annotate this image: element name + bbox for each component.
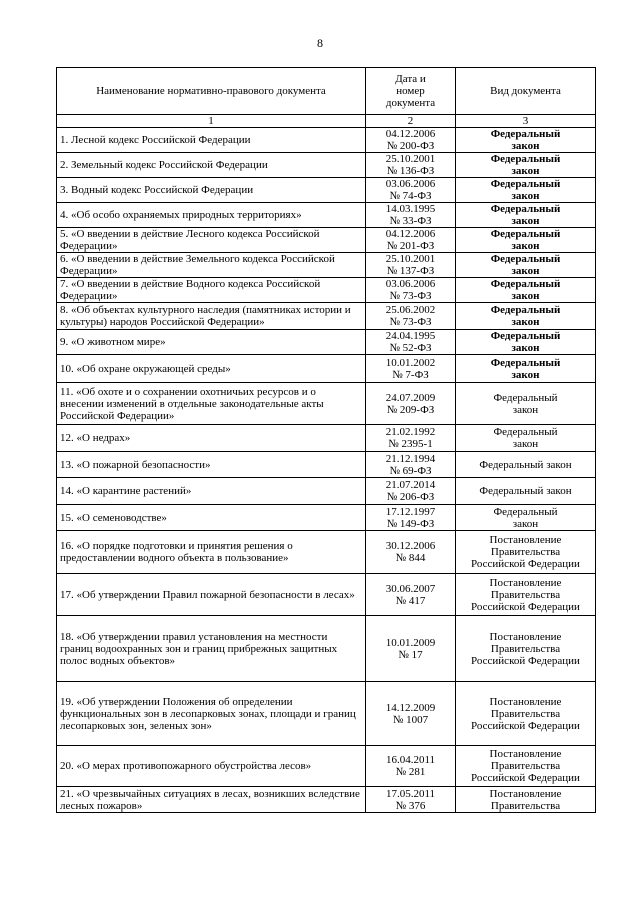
document-kind-line: Правительства [490,588,561,601]
document-name: 3. Водный кодекс Российской Федерации [57,178,366,203]
document-number: № 69-ФЗ [389,464,432,477]
document-kind-line: Федеральный [490,278,561,290]
document-kind-line: Федеральный [490,203,561,215]
document-kind-line: закон [512,403,539,416]
document-date: 14.12.2009 [385,701,436,714]
document-kind-line: Российской Федерации [471,719,580,732]
document-number: № 201-ФЗ [386,240,435,252]
document-date: 10.01.2009 [385,636,436,649]
document-name: 17. «Об утверждении Правил пожарной безопасности в лесах» [57,574,366,616]
document-date: 25.06.2002 [385,304,436,316]
table-header-row [57,68,596,115]
document-date-number [366,128,456,153]
document-kind-line: Правительства [490,642,561,655]
document-number: № 206-ФЗ [386,491,435,503]
table-row [57,303,596,330]
table-row [57,153,596,178]
document-kind-line: закон [511,316,540,328]
document-number: № 209-ФЗ [386,403,435,416]
document-kind-line: Правительства [490,799,561,812]
table-row [57,278,596,303]
column-number: 2 [366,115,456,128]
document-kind [456,203,596,228]
document-kind [456,746,596,787]
table-row [57,787,596,813]
document-date: 04.12.2006 [385,228,436,240]
document-number: № 17 [398,648,423,661]
document-kind-line: Постановление [489,630,562,643]
document-kind [456,228,596,253]
document-number: № 2395-1 [388,438,433,450]
table-row [57,746,596,787]
document-kind-line: Федеральный [490,253,561,265]
document-date-number [366,574,456,616]
document-date: 21.02.1992 [385,426,436,438]
table-row [57,452,596,478]
document-kind [456,682,596,746]
document-date: 25.10.2001 [385,253,436,265]
column-number-row [57,115,596,128]
document-kind [456,128,596,153]
document-name: 15. «О семеноводстве» [57,505,366,531]
document-date: 17.12.1997 [385,505,436,518]
document-kind [456,425,596,452]
document-date-number [366,682,456,746]
table-row [57,253,596,278]
document-kind [456,505,596,531]
document-kind [456,478,596,505]
document-kind-line: закон [512,517,539,530]
table-row [57,178,596,203]
column-number: 1 [57,115,366,128]
document-date-number [366,505,456,531]
document-date-number [366,452,456,478]
document-kind-line: закон [511,290,540,302]
document-kind-line: закон [511,342,540,354]
table-row [57,505,596,531]
table-row [57,531,596,574]
document-kind-line: Федеральный [493,391,558,404]
document-date-number [366,253,456,278]
table-row [57,574,596,616]
document-date: 21.07.2014 [385,479,436,491]
table-row [57,128,596,153]
document-kind-line: Российской Федерации [471,654,580,667]
document-number: № 33-ФЗ [389,215,432,227]
document-name: 5. «О введении в действие Лесного кодекса Российской Федерации» [57,228,366,253]
document-date-number [366,616,456,682]
document-kind [456,303,596,330]
table-row [57,425,596,452]
document-number: № 281 [395,766,426,778]
table-row [57,355,596,383]
document-kind-line: Правительства [490,707,561,720]
document-kind-line: Федеральный закон [479,458,572,471]
document-kind-line: закон [511,240,540,252]
table-row [57,383,596,425]
document-number: № 844 [395,552,426,564]
document-kind-line: Российской Федерации [471,558,580,570]
document-kind [456,574,596,616]
document-name: 18. «Об утверждении правил установления на местности границ водоохранных зон и границ прибрежных защитных полос водных объектов» [57,616,366,682]
table-row [57,616,596,682]
document-number: № 376 [395,799,426,812]
document-kind-line: Российской Федерации [471,600,580,613]
document-kind [456,787,596,813]
table-body [57,128,596,813]
document-date-number [366,478,456,505]
document-kind-line: Федеральный [490,356,561,369]
document-kind-line: Правительства [490,760,561,772]
document-date-number [366,355,456,383]
header-date-line: документа [385,97,436,109]
document-kind-line: закон [512,438,539,450]
document-name: 12. «О недрах» [57,425,366,452]
document-number: № 1007 [392,713,429,726]
document-date-number [366,383,456,425]
document-date: 30.12.2006 [385,540,436,552]
table-row [57,228,596,253]
table-row [57,682,596,746]
document-name: 19. «Об утверждении Положения об определении функциональных зон в лесопарковых зонах, площади и границ лесопарковых зон, зеленых зон» [57,682,366,746]
document-kind [456,355,596,383]
document-name: 9. «О животном мире» [57,330,366,355]
document-date: 04.12.2006 [385,128,436,140]
document-date-number [366,425,456,452]
document-date-number [366,278,456,303]
document-kind-line: Постановление [489,576,562,589]
document-number: № 74-ФЗ [389,190,432,202]
document-kind-line: Постановление [489,748,562,760]
document-kind-line: Постановление [489,534,562,546]
document-date: 14.03.1995 [385,203,436,215]
document-kind-line: Федеральный [490,330,561,342]
document-kind-line: Федеральный [490,153,561,165]
document-date: 25.10.2001 [385,153,436,165]
document-kind [456,383,596,425]
document-name: 1. Лесной кодекс Российской Федерации [57,128,366,153]
header-date-number [366,68,456,115]
document-kind-line: Правительства [490,546,561,558]
document-name: 7. «О введении в действие Водного кодекса Российской Федерации» [57,278,366,303]
document-date: 03.06.2006 [385,178,436,190]
document-date-number [366,203,456,228]
document-kind-line: Федеральный [490,128,561,140]
header-date-line: Дата и [395,73,426,85]
table-row [57,330,596,355]
document-date: 17.05.2011 [385,787,436,800]
document-kind-line: Федеральный [493,505,558,518]
document-number: № 7-ФЗ [392,368,429,381]
document-name: 10. «Об охране окружающей среды» [57,355,366,383]
document-number: № 52-ФЗ [389,342,432,354]
document-kind [456,278,596,303]
document-number: № 200-ФЗ [386,140,435,152]
document-name: 16. «О порядке подготовки и принятия решения о предоставлении водного объекта в пользование» [57,531,366,574]
document-date-number [366,153,456,178]
document-kind-line: Федеральный [490,304,561,316]
document-date: 24.07.2009 [385,391,436,404]
document-kind-line: Постановление [489,787,562,800]
document-date-number [366,531,456,574]
table-row [57,478,596,505]
document-date: 30.06.2007 [385,582,436,595]
header-document-name: Наименование нормативно-правового документа [57,68,366,115]
document-kind [456,452,596,478]
header-date-line: номер [396,85,425,97]
table-row [57,203,596,228]
document-kind-line: Российской Федерации [471,772,580,784]
page-number: 8 [317,36,323,50]
document-kind [456,153,596,178]
document-kind-line: закон [511,265,540,277]
document-name: 8. «Об объектах культурного наследия (памятниках истории и культуры) народов Российской Федерации» [57,303,366,330]
document-name: 20. «О мерах противопожарного обустройства лесов» [57,746,366,787]
document-kind-line: закон [511,215,540,227]
document-date: 03.06.2006 [385,278,436,290]
document-kind-line: закон [511,165,540,177]
document-kind [456,616,596,682]
document-kind-line: закон [511,190,540,202]
document-kind-line: Федеральный [490,178,561,190]
document-number: № 73-ФЗ [389,316,432,328]
document-date-number [366,330,456,355]
document-kind-line: закон [511,140,540,152]
document-kind-line: Федеральный [493,426,558,438]
document-name: 6. «О введении в действие Земельного кодекса Российской Федерации» [57,253,366,278]
document-name: 4. «Об особо охраняемых природных территориях» [57,203,366,228]
document-kind [456,531,596,574]
document-number: № 137-ФЗ [386,265,435,277]
document-number: № 149-ФЗ [386,517,435,530]
document-name: 21. «О чрезвычайных ситуациях в лесах, возникших вследствие лесных пожаров» [57,787,366,813]
document-kind [456,253,596,278]
document-kind [456,178,596,203]
document-kind-line: Постановление [489,695,562,708]
document-number: № 73-ФЗ [389,290,432,302]
document-kind-line: Федеральный [490,228,561,240]
column-number: 3 [456,115,596,128]
document-name: 13. «О пожарной безопасности» [57,452,366,478]
documents-table [56,67,596,813]
document-name: 11. «Об охоте и о сохранении охотничьих ресурсов и о внесении изменений в отдельные законодательные акты Российской Федерации» [57,383,366,425]
document-date: 21.12.1994 [385,452,436,465]
document-date-number [366,303,456,330]
document-date: 10.01.2002 [385,356,436,369]
document-kind-line: Федеральный закон [479,485,572,497]
document-number: № 417 [395,594,426,607]
document-date: 24.04.1995 [385,330,436,342]
document-number: № 136-ФЗ [386,165,435,177]
document-date-number [366,787,456,813]
document-date-number [366,178,456,203]
document-name: 2. Земельный кодекс Российской Федерации [57,153,366,178]
document-date: 16.04.2011 [385,754,436,766]
document-date-number [366,228,456,253]
header-document-kind: Вид документа [456,68,596,115]
document-kind-line: закон [511,368,540,381]
document-date-number [366,746,456,787]
document-kind [456,330,596,355]
document-name: 14. «О карантине растений» [57,478,366,505]
